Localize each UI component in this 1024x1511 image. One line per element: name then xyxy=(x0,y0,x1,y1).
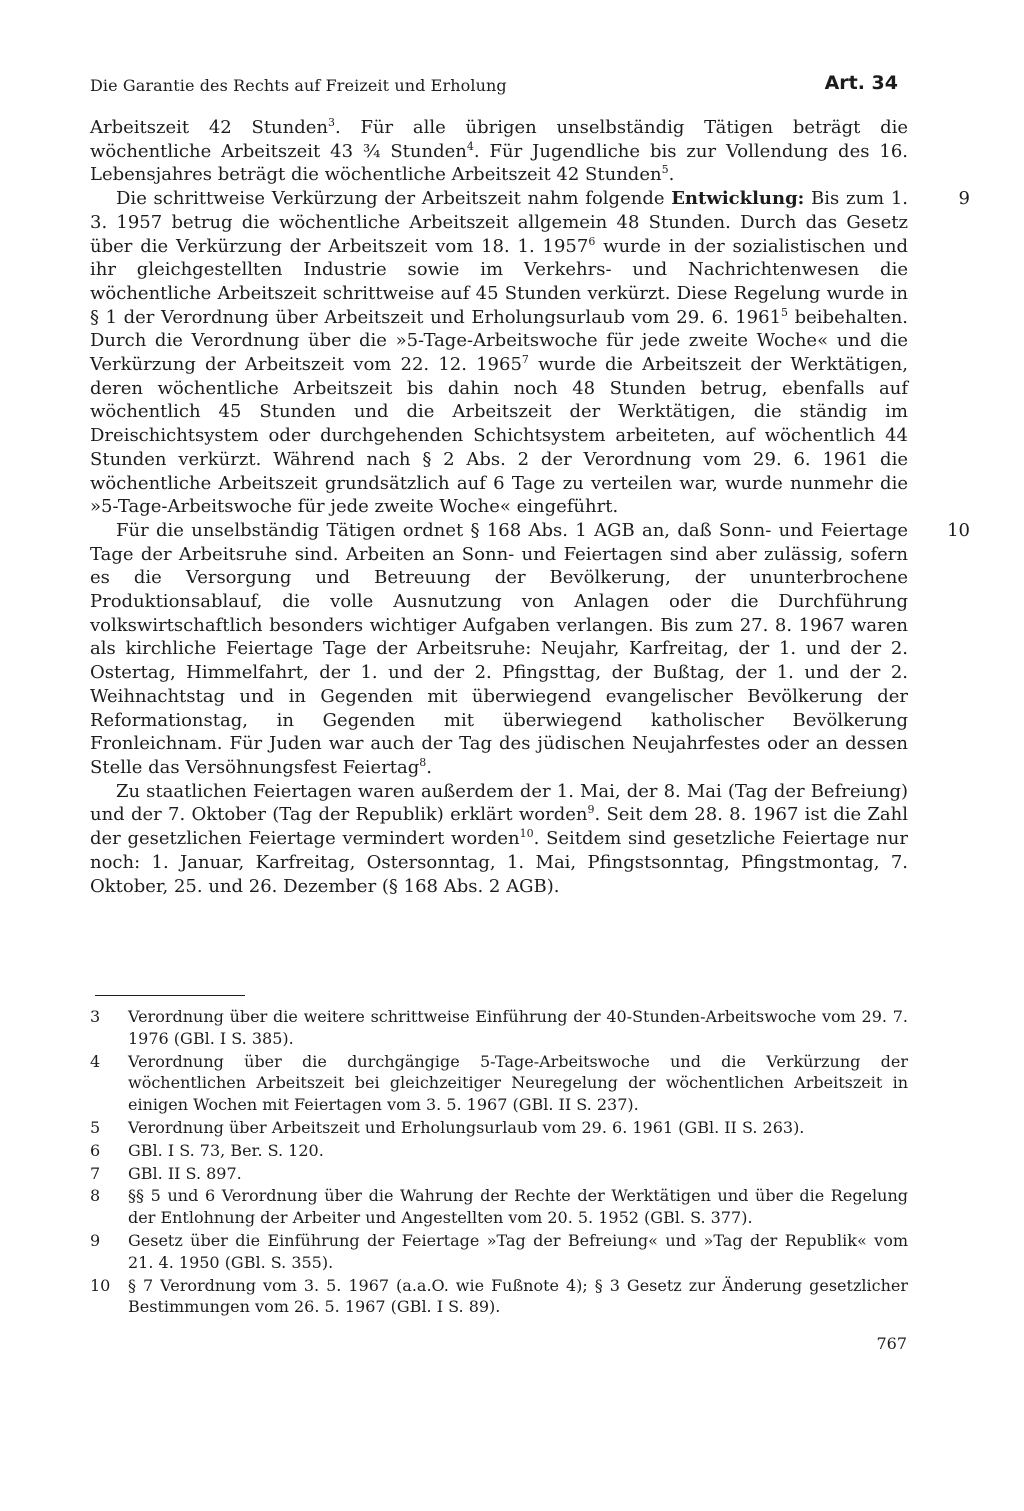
footnote-number: 10 xyxy=(90,1275,111,1295)
footnote xyxy=(90,1140,908,1162)
footnote xyxy=(90,1117,908,1139)
footnote-number: 3 xyxy=(90,1007,101,1026)
footnote-ref[interactable]: 8 xyxy=(419,755,427,769)
footnote-ref[interactable]: 7 xyxy=(521,353,529,367)
footnote-ref[interactable]: 10 xyxy=(519,827,534,841)
footnote xyxy=(90,1163,908,1185)
page-number: 767 xyxy=(876,1334,907,1353)
footnote xyxy=(90,1275,908,1319)
footnote-text: Verordnung über Arbeitszeit und Erholungsurlaub vom 29. 6. 1961 (GBl. II S. 263). xyxy=(128,1117,805,1137)
paragraph-state-holidays: Zu staatlichen Feiertagen waren außerdem der 1. Mai, der 8. Mai (Tag der Befreiung) und der 7. Oktober (Tag der Republik) erklärt worden$^9$. Seit dem 28. 8. 1967 ist die Zahl der gesetzlichen Feiertage vermindert worden$^{10}$. Seitdem sind gesetzliche Feiertage nur noch: 1. Januar, Karfreitag, Ostersonntag, 1. Mai, Pfingstsonntag, Pfingstmontag, 7. Oktober, 25. und 26. Dezember (§ 168 Abs. 2 AGB). xyxy=(90,780,908,897)
footnote-number: 4 xyxy=(90,1051,101,1071)
paragraph-holidays: 10 Für die unselbständig Tätigen ordnet § 168 Abs. 1 AGB an, daß Sonn- und Feiertage Tage der Arbeitsruhe sind. Arbeiten an Sonn- und Feiertagen sind aber zulässig, sofern es die Versorgung und Betreuung der Bevölkerung, der ununterbrochene Produktionsablauf, die volle Ausnutzung von Anlagen oder die Durchführung volkswirtschaftlich besonders wichtiger Aufgaben verlangen. Bis zum 27. 8. 1967 waren als kirchliche Feiertage Tage der Arbeitsruhe: Neujahr, Karfreitag, der 1. und der 2. Ostertag, Himmelfahrt, der 1. und der 2. Pfingsttag, der Bußtag, der 1. und der 2. Weihnachtstag und in Gegenden mit überwiegend evangelischer Bevölkerung der Reformationstag, in Gegenden mit überwiegend katholischer Bevölkerung Fronleichnam. Für Juden war auch der Tag des jüdischen Neujahrfestes oder an dessen Stelle das Versöhnungsfest Feiertag$^8$. xyxy=(90,519,970,778)
footnote-number: 5 xyxy=(90,1117,101,1137)
footnote xyxy=(90,1051,908,1116)
footnote-ref[interactable]: 9 xyxy=(587,803,595,817)
footnote-text: GBl. I S. 73, Ber. S. 120. xyxy=(128,1140,324,1160)
footnotes xyxy=(90,1006,908,1319)
footnote-number: 7 xyxy=(90,1163,101,1183)
footnote-ref[interactable]: 5 xyxy=(781,305,789,319)
footnote-ref[interactable]: 4 xyxy=(466,139,474,153)
footnote-text: Gesetz über die Einführung der Feiertage »Tag der Befreiung« und »Tag der Republik« vom 21. 4. 1950 (GBl. S. 355). xyxy=(128,1230,908,1272)
footnote xyxy=(90,1185,908,1229)
footnote-number: 9 xyxy=(90,1230,101,1250)
footnote-ref[interactable]: 5 xyxy=(661,163,669,177)
article-number: Art. 34 xyxy=(824,72,898,94)
paragraph-development: 9 Die schrittweise Verkürzung der Arbeitszeit nahm folgende Entwicklung: Bis zum 1. 3. 1957 betrug die wöchentliche Arbeitszeit allgemein 48 Stunden. Durch das Gesetz über die Verkürzung der Arbeitszeit vom 18. 1. 1957$^6$ wurde in der sozialistischen und ihr gleichgestellten Industrie sowie im Verkehrs- und Nachrichtenwesen die wöchentliche Arbeitszeit schrittweise auf 45 Stunden verkürzt. Diese Regelung wurde in § 1 der Verordnung über Arbeitszeit und Erholungsurlaub vom 29. 6. 1961$^5$ beibehalten. Durch die Verordnung über die »5-Tage-Arbeitswoche für jede zweite Woche« und die Verkürzung der Arbeitszeit vom 22. 12. 1965$^7$ wurde die Arbeitszeit der Werktätigen, deren wöchentliche Arbeitszeit bis dahin noch 48 Stunden betrug, ebenfalls auf wöchentlich 45 Stunden und die Arbeitszeit der Werktätigen, die ständig im Dreischichtsystem oder durchgehenden Schichtsystem arbeiteten, auf wöchentlich 44 Stunden verkürzt. Während nach § 2 Abs. 2 der Verordnung vom 29. 6. 1961 die wöchentliche Arbeitszeit grundsätzlich auf 6 Tage zu verteilen war, wurde nunmehr die »5-Tage-Arbeitswoche für jede zweite Woche« eingeführt. xyxy=(90,188,970,518)
footnote xyxy=(90,1006,908,1050)
header-title: Die Garantie des Rechts auf Freizeit und Erholung xyxy=(90,76,507,95)
footnote-text: Verordnung über die durchgängige 5-Tage-Arbeitswoche und die Verkürzung der wöchentlichen Arbeitszeit bei gleichzeitiger Neuregelung der wöchentlichen Arbeitszeit in einigen Wochen mit Feiertagen vom 3. 5. 1967 (GBl. II S. 237). xyxy=(128,1051,908,1115)
body-text xyxy=(90,116,970,898)
running-header xyxy=(90,72,898,102)
margin-number: 10 xyxy=(947,519,970,541)
footnote-text: §§ 5 und 6 Verordnung über die Wahrung der Rechte der Werktätigen und über die Regelung der Entlohnung der Arbeiter und Angestellten vom 20. 5. 1952 (GBl. S. 377). xyxy=(128,1186,908,1228)
footnote-text: GBl. II S. 897. xyxy=(128,1163,242,1183)
footnote-text: Verordnung über die weitere schrittweise Einführung der 40-Stunden-Arbeitswoche vom 29. 7. 1976 (GBl. I S. 385). xyxy=(128,1007,908,1048)
footnote-ref[interactable]: 6 xyxy=(588,234,596,248)
footnote-separator xyxy=(95,995,245,996)
footnote-text: § 7 Verordnung vom 3. 5. 1967 (a.a.O. wie Fußnote 4); § 3 Gesetz zur Änderung gesetzlicher Bestimmungen vom 26. 5. 1967 (GBl. I S. 89). xyxy=(128,1275,908,1317)
footnote-ref[interactable]: 3 xyxy=(328,116,336,129)
margin-number: 9 xyxy=(958,188,970,210)
footnote-number: 8 xyxy=(90,1186,101,1206)
bold-keyword: Entwicklung: xyxy=(671,188,805,210)
paragraph-continuation: Arbeitszeit 42 Stunden$^3$. Für alle übrigen unselbständig Tätigen beträgt die wöchentliche Arbeitszeit 43 ¾ Stunden$^4$. Für Jugendliche bis zur Vollendung des 16. Lebensjahres beträgt die wöchentliche Arbeitszeit 42 Stunden$^5$. xyxy=(90,116,909,186)
footnote-number: 6 xyxy=(90,1140,101,1160)
footnote xyxy=(90,1230,908,1274)
